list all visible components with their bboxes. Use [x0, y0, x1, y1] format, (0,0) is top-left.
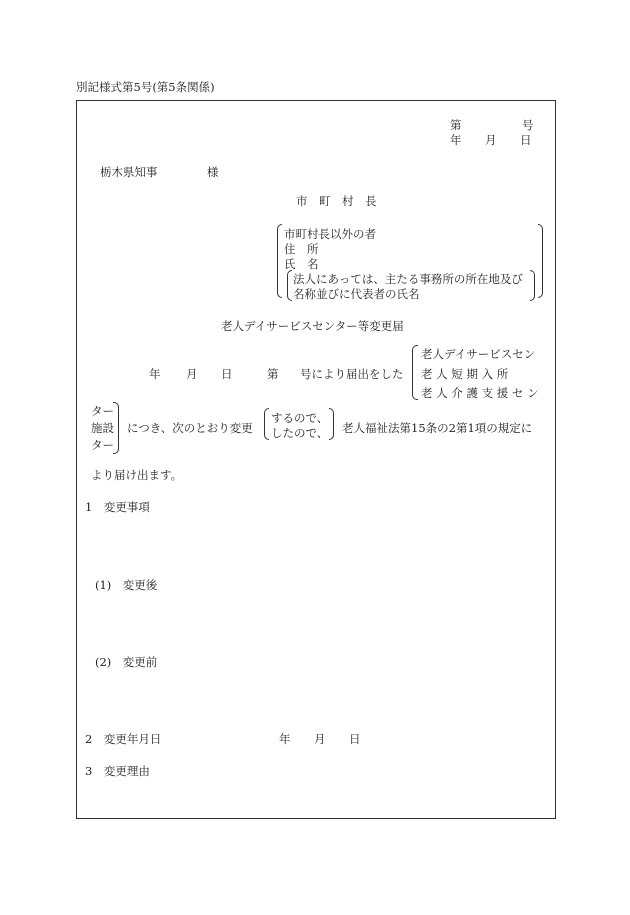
addressee-sama: 様	[207, 165, 219, 179]
sender-other-than-mayor: 市町村長以外の者	[284, 227, 376, 241]
section-3-heading: 3 変更理由	[85, 764, 150, 778]
facility-cont-2: 施設	[91, 421, 114, 435]
facility-cont-1: ター	[91, 404, 114, 418]
facility-bracket-right	[113, 402, 119, 454]
facility-bracket-left	[412, 345, 418, 400]
sender-address-label: 住 所	[284, 242, 319, 256]
document-title: 老人デイサービスセンター等変更届	[221, 319, 404, 333]
corp-bracket-left	[287, 270, 292, 301]
body-nen: 年	[149, 367, 161, 381]
body-tsuki: 月	[186, 367, 198, 381]
body-dai: 第	[267, 367, 279, 381]
sender-corp-note-2: 名称並びに代表者の氏名	[293, 287, 420, 301]
date-nen: 年	[450, 133, 462, 147]
section-1-heading: 1 変更事項	[85, 500, 150, 514]
sender-bracket-right	[538, 224, 543, 298]
tense-bracket-right	[329, 408, 334, 440]
sender-name-label: 氏 名	[284, 257, 319, 271]
section-2-heading: 2 変更年月日	[85, 732, 162, 746]
sender-corp-note-1: 法人にあっては、主たる事務所の所在地及び	[293, 272, 523, 286]
date-hi: 日	[520, 133, 532, 147]
facility-option-day-service: 老人デイサービスセン	[421, 347, 536, 361]
body-closing: より届け出ます。	[91, 468, 183, 482]
date-tsuki: 月	[485, 133, 497, 147]
section-1-before: (2) 変更前	[95, 655, 158, 669]
change-phrase: につき、次のとおり変更	[127, 421, 253, 435]
section-2-nen: 年	[279, 732, 291, 746]
sender-bracket-left	[277, 224, 282, 298]
addressee-governor: 栃木県知事	[100, 165, 158, 179]
law-reference: 老人福祉法第15条の2第1項の規定に	[342, 421, 533, 435]
corp-bracket-right	[530, 270, 535, 301]
facility-option-support-center: 老 人 介 護 支 援 セ ン	[421, 386, 539, 400]
tense-suru: するので、	[271, 411, 329, 425]
form-label: 別記様式第5号(第5条関係)	[76, 80, 215, 94]
section-1-after: (1) 変更後	[95, 578, 158, 592]
number-go: 号	[522, 118, 534, 132]
body-go-notification: 号により届出をした	[300, 367, 404, 381]
tense-bracket-left	[264, 408, 269, 440]
tense-shita: したので、	[271, 426, 329, 440]
body-hi: 日	[221, 367, 233, 381]
facility-cont-3: ター	[91, 438, 114, 452]
number-dai: 第	[450, 118, 462, 132]
facility-option-short-stay: 老 人 短 期 入 所	[421, 367, 509, 381]
section-2-hi: 日	[349, 732, 361, 746]
sender-mayor: 市 町 村 長	[296, 194, 377, 208]
section-2-tsuki: 月	[314, 732, 326, 746]
